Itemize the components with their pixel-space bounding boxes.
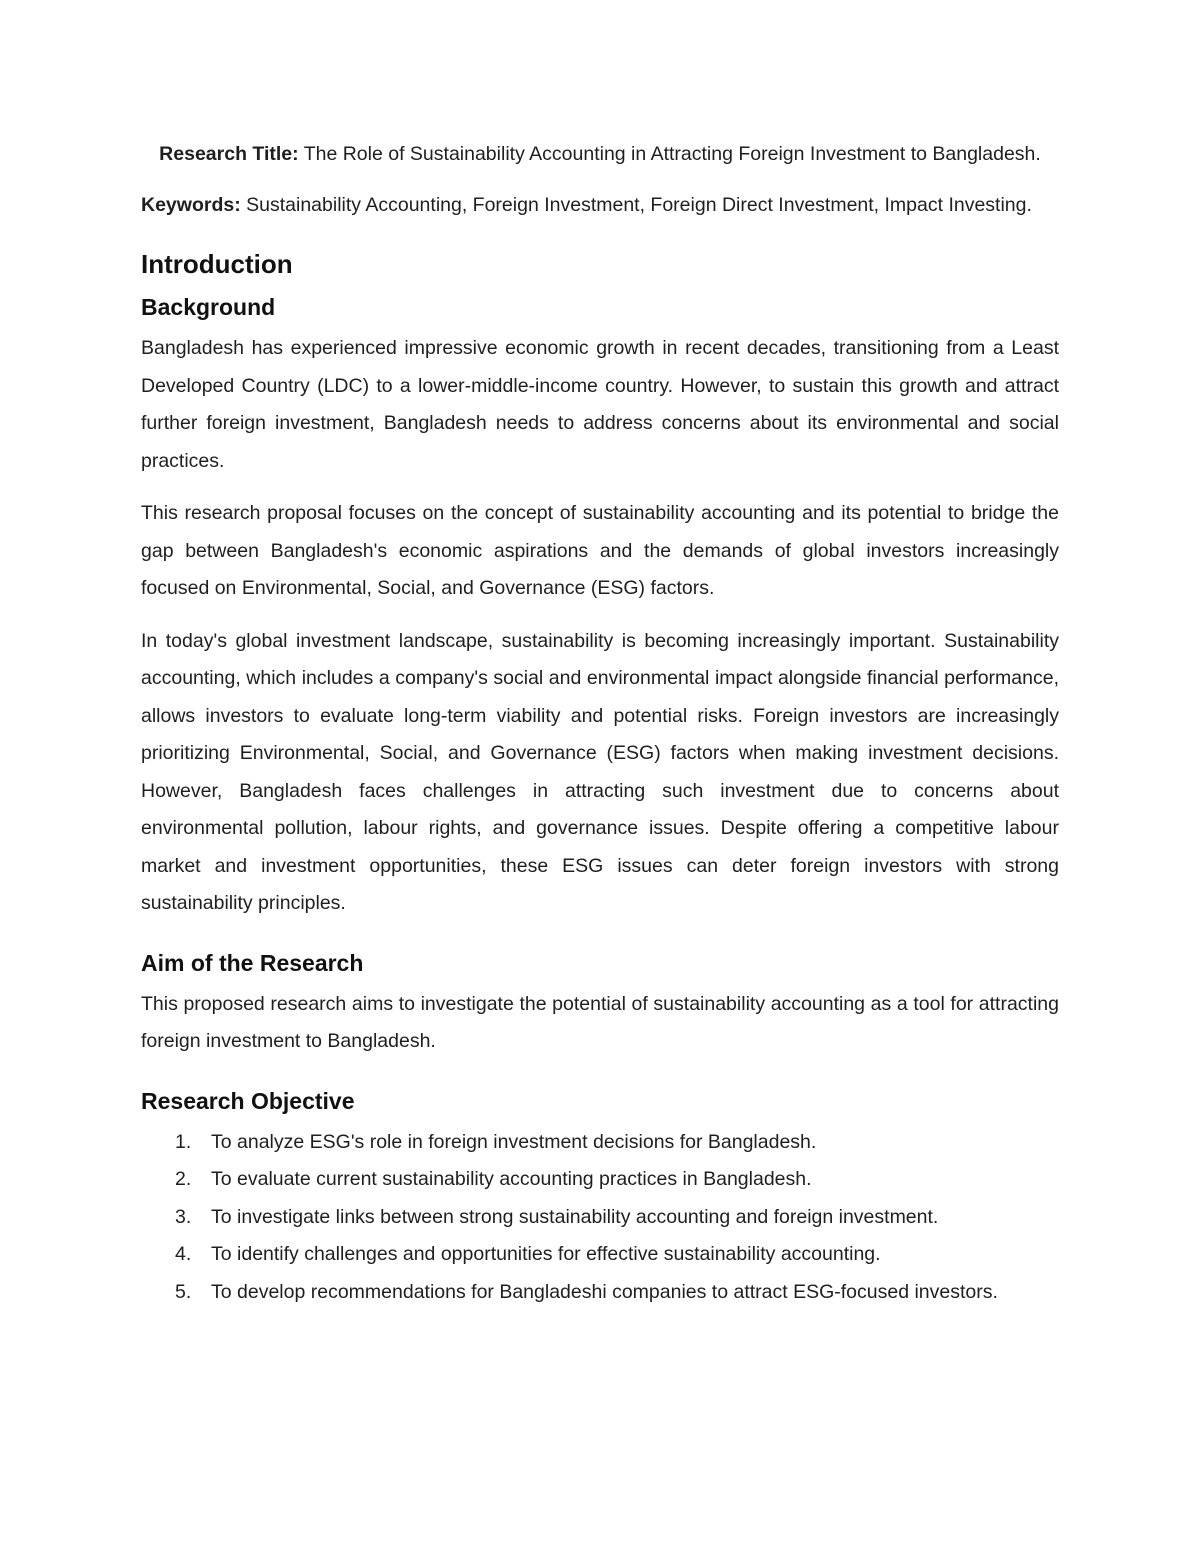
list-item xyxy=(141,1236,1059,1274)
list-item-number: 3. xyxy=(175,1205,192,1228)
research-title xyxy=(141,136,1059,173)
document-page xyxy=(141,136,1059,1311)
list-item xyxy=(141,1199,1059,1237)
research-title-label: Research Title: xyxy=(159,143,299,165)
list-item-number: 5. xyxy=(175,1280,192,1303)
introduction-heading: Introduction xyxy=(141,249,293,279)
background-paragraph-2: This research proposal focuses on the concept of sustainability accounting and its potential to bridge the gap between Bangladesh's economic aspirations and the demands of global investors increasingly focused on Environmental, Social, and Governance (ESG) factors. xyxy=(141,502,1059,599)
list-item-number: 4. xyxy=(175,1243,192,1265)
keywords-label: Keywords: xyxy=(141,194,241,216)
list-item xyxy=(141,1274,1059,1312)
aim-heading: Aim of the Research xyxy=(141,949,364,976)
list-item-text: To analyze ESG's role in foreign investment decisions for Bangladesh. xyxy=(211,1130,817,1153)
list-item xyxy=(141,1124,1059,1162)
objective-heading: Research Objective xyxy=(141,1087,355,1114)
aim-paragraph: This proposed research aims to investigate the potential of sustainability accounting as a tool for attracting foreign investment to Bangladesh. xyxy=(141,992,1059,1052)
list-item xyxy=(141,1161,1059,1199)
keywords-text: Sustainability Accounting, Foreign Investment, Foreign Direct Investment, Impact Investing. xyxy=(246,194,1032,216)
background-heading: Background xyxy=(141,294,276,320)
objective-list xyxy=(141,1124,1059,1312)
list-item-text: To investigate links between strong sustainability accounting and foreign investment. xyxy=(211,1205,939,1228)
list-item-number: 1. xyxy=(175,1130,192,1153)
list-item-number: 2. xyxy=(175,1168,192,1190)
research-title-text: The Role of Sustainability Accounting in Attracting Foreign Investment to Bangladesh. xyxy=(303,143,1041,165)
background-paragraph-3: In today's global investment landscape, sustainability is becoming increasingly important. Sustainability accounting, which includes a company's social and environmental impact alongside financial performance, allows investors to evaluate long-term viability and potential risks. Foreign investors are increasingly prioritizing Environmental, Social, and Governance (ESG) factors when making investment decisions. However, Bangladesh faces challenges in attracting such investment due to concerns about environmental pollution, labour rights, and governance issues. Despite offering a competitive labour market and investment opportunities, these ESG issues can deter foreign investors with strong sustainability principles. xyxy=(141,629,1059,914)
list-item-text: To evaluate current sustainability accounting practices in Bangladesh. xyxy=(211,1168,812,1190)
background-paragraph-1: Bangladesh has experienced impressive economic growth in recent decades, transitioning from a Least Developed Country (LDC) to a lower-middle-income country. However, to sustain this growth and attract further foreign investment, Bangladesh needs to address concerns about its environmental and social practices. xyxy=(141,337,1059,472)
keywords xyxy=(141,187,1059,224)
list-item-text: To develop recommendations for Bangladeshi companies to attract ESG-focused investors. xyxy=(211,1280,998,1303)
list-item-text: To identify challenges and opportunities for effective sustainability accounting. xyxy=(211,1243,881,1265)
